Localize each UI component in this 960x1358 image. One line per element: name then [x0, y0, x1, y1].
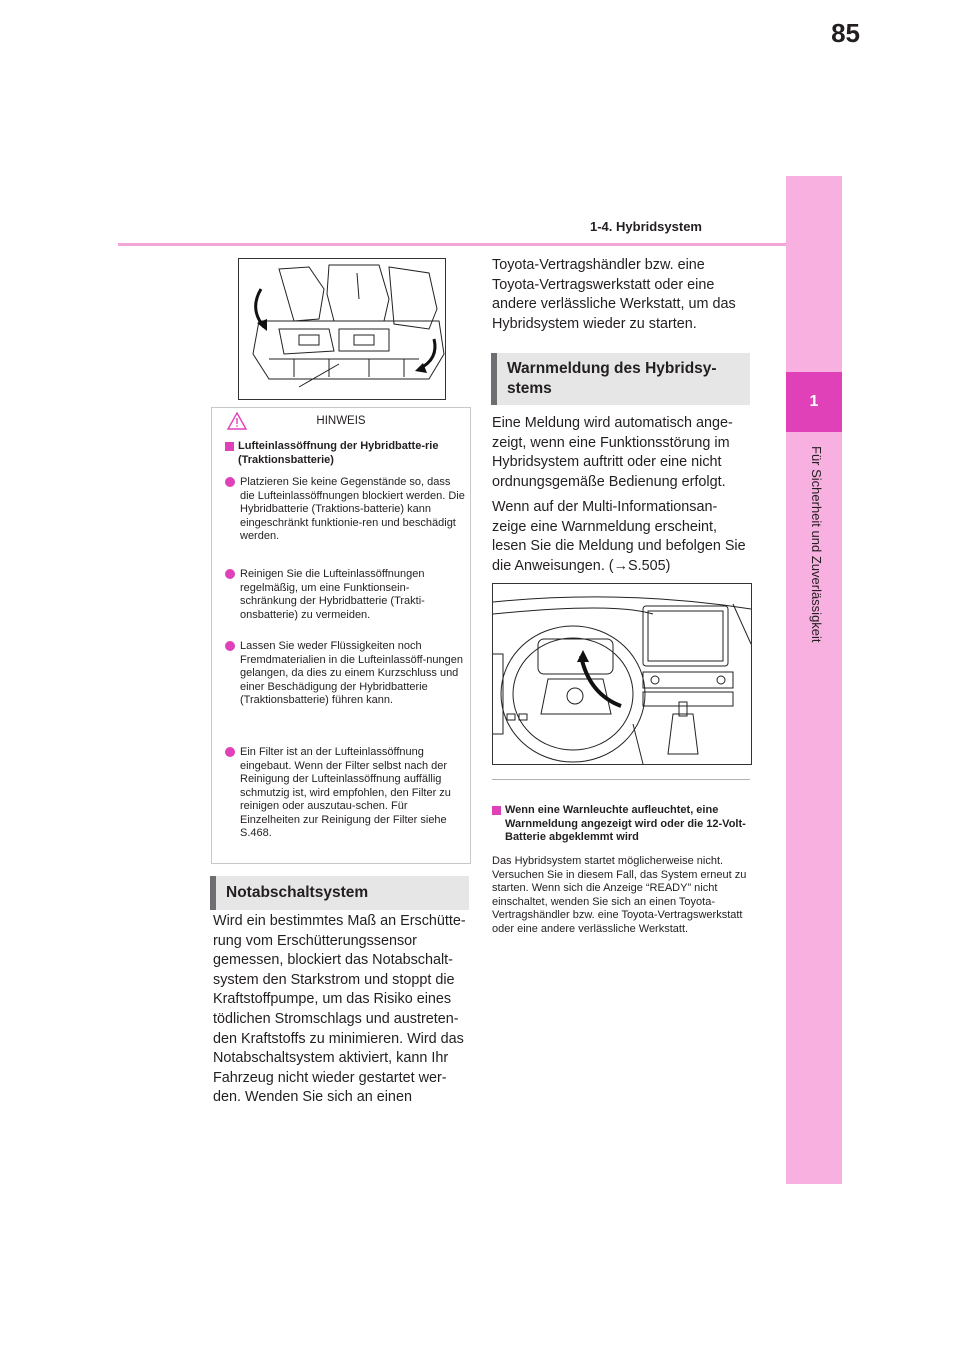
- notice-item: [225, 568, 465, 622]
- rear-seat-air-intake-illustration: [238, 258, 446, 400]
- info-body: Das Hybridsystem startet möglicherweise nicht. Versuchen Sie in diesem Fall, das System erneut zu starten. Wenn sich die Anzeige “READY” nicht einschaltet, wenden Sie sich an einen Toyota-Vertragshändler bzw. eine Toyota-Vertragswerkstatt oder eine andere verlässliche Werkstatt.: [492, 855, 747, 935]
- notice-item-text: Ein Filter ist an der Lufteinlassöffnung eingebaut. Wenn der Filter selbst nach der Reinigung der Lufteinlassöffnung auffällig schmutzig ist, wird empfohlen, den Filter zu reinigen oder auszutau-schen. Für Einzelheiten zur Reinigung der Filter siehe S.468.: [240, 746, 451, 839]
- notice-item: [225, 476, 465, 544]
- header-rule: [118, 243, 786, 246]
- dashboard-display-illustration: [492, 583, 752, 765]
- notice-item: [225, 640, 465, 708]
- square-bullet-icon: [225, 442, 234, 451]
- page-number: 85: [831, 18, 860, 48]
- notice-item-text: Platzieren Sie keine Gegenstände so, dass die Lufteinlassöffnungen blockiert werden. Die Hybridbatterie (Traktions-batterie) kann eingeschränkt funktionie-ren und beschädigt werden.: [240, 476, 465, 542]
- warnmeldung-instructions: Wenn auf der Multi-Informationsan-zeige eine Warnmeldung erscheint, lesen Sie die Meldung und befolgen Sie die Anweisungen. (→S.505): [492, 499, 746, 574]
- notabschaltsystem-paragraph: Wird ein bestimmtes Maß an Erschütte-rung vom Erschütterungssensor gemessen, blockiert das Notabschalt-system den Starkstrom und stoppt die Kraftstoffpumpe, um das Risiko eines tödlichen Stromschlags und austreten-den Kraftstoffs zu minimieren. Wird das Notabschaltsystem aktiviert, kann Ihr Fahrzeug nicht wieder gestartet wer-den. Wenden Sie sich an einen: [213, 913, 466, 1106]
- info-heading-text: Wenn eine Warnleuchte aufleuchtet, eine Warnmeldung angezeigt wird oder die 12-Volt-Batterie abgeklemmt wird: [505, 804, 746, 843]
- bullet-dot-icon: [225, 569, 235, 579]
- notice-heading: [225, 440, 463, 467]
- chapter-number: 1: [786, 372, 842, 432]
- warnmeldung-paragraph: Eine Meldung wird automatisch ange-zeigt, wenn eine Funktionsstörung im Hybridsystem auftritt oder eine nicht ordnungsgemäße Bedienung erfolgt.: [492, 415, 733, 490]
- chapter-title: Für Sicherheit und Zuverlässigkeit: [809, 446, 824, 643]
- notice-item-text: Reinigen Sie die Lufteinlassöffnungen regelmäßig, um eine Funktionsein-schränkung der Hybridbatterie (Trakti-onsbatterie) zu vermeiden.: [240, 568, 425, 621]
- section-title: 1-4. Hybridsystem: [590, 219, 702, 234]
- notice-box: [211, 407, 471, 864]
- bullet-dot-icon: [225, 641, 235, 651]
- divider: [492, 779, 750, 780]
- warnmeldung-heading: Warnmeldung des Hybridsy-stems: [491, 353, 750, 405]
- notice-heading-text: Lufteinlassöffnung der Hybridbatte-rie (Traktionsbatterie): [238, 440, 439, 466]
- notice-item: [225, 746, 465, 841]
- notice-title: HINWEIS: [316, 415, 366, 427]
- notice-item-text: Lassen Sie weder Flüssigkeiten noch Fremdmaterialien in die Lufteinlassöff-nungen gelangen, da dies zu einem Kurzschluss und einer Beschädigung der Hybridbatterie (Traktionsbatterie) führen kann.: [240, 640, 463, 706]
- chapter-side-tab: [786, 176, 842, 1184]
- square-bullet-icon: [492, 806, 501, 815]
- continued-paragraph: Toyota-Vertragshändler bzw. eine Toyota-Vertragswerkstatt oder eine andere verlässliche Werkstatt, um das Hybridsystem wieder zu starten.: [492, 257, 736, 332]
- info-heading: [492, 804, 750, 845]
- notabschaltsystem-heading: Notabschaltsystem: [210, 876, 469, 910]
- bullet-dot-icon: [225, 477, 235, 487]
- bullet-dot-icon: [225, 747, 235, 757]
